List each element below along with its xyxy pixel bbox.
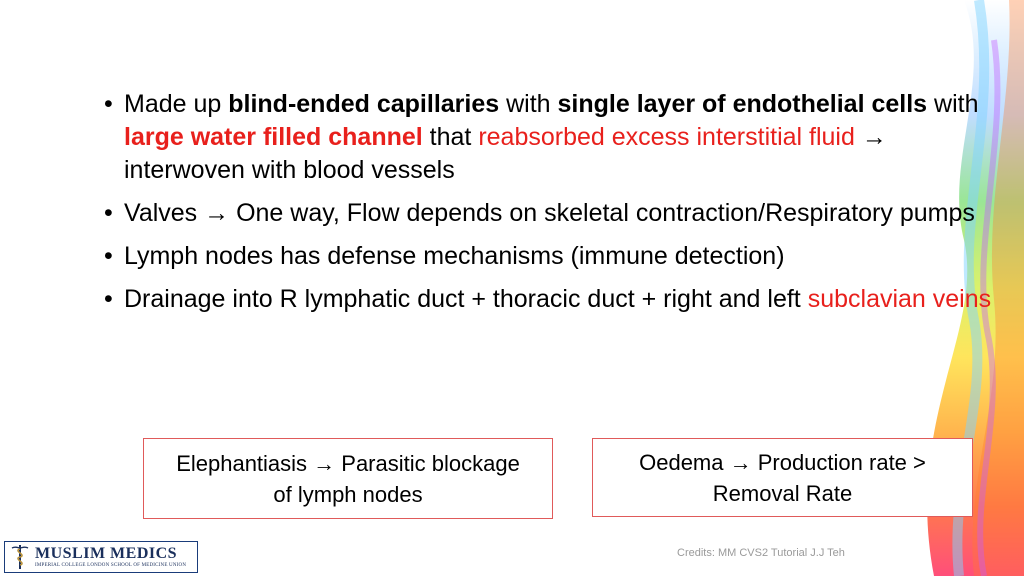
bullet-text: Valves → One way, Flow depends on skeletal contraction/Respiratory pumps <box>124 199 975 227</box>
bullet-dot: • <box>104 199 113 227</box>
bullet-dot: • <box>104 285 113 313</box>
bullet-dot: • <box>104 242 113 270</box>
elephantiasis-box <box>143 438 553 519</box>
logo-name: MUSLIM MEDICS <box>35 545 178 562</box>
bullet-text: Lymph nodes has defense mechanisms (immune detection) <box>124 242 785 270</box>
oedema-box <box>592 438 973 517</box>
box-line: Removal Rate <box>712 480 853 506</box>
bullet-item <box>100 88 1005 187</box>
bullet-dot: • <box>104 90 113 118</box>
logo-subtitle: IMPERIAL COLLEGE LONDON SCHOOL OF MEDICINE UNION <box>35 563 187 568</box>
bullet-list <box>100 88 1005 326</box>
bullet-item <box>100 283 1005 316</box>
caduceus-icon <box>9 543 31 571</box>
bullet-item <box>100 197 1005 230</box>
box-line: of lymph nodes <box>273 481 423 507</box>
muslim-medics-logo <box>4 541 198 573</box>
credits-text: Credits: MM CVS2 Tutorial J.J Teh <box>677 547 845 559</box>
bullet-text: Made up blind-ended capillaries with single layer of endothelial cells with large water filled channel that reabsorbed excess interstitial fluid → interwoven with blood vessels <box>124 90 979 184</box>
box-line: Oedema → Production rate > <box>639 449 926 475</box>
bullet-item <box>100 240 1005 273</box>
bullet-text: Drainage into R lymphatic duct + thoracic duct + right and left subclavian veins <box>124 285 992 313</box>
box-line: Elephantiasis → Parasitic blockage <box>176 450 520 476</box>
